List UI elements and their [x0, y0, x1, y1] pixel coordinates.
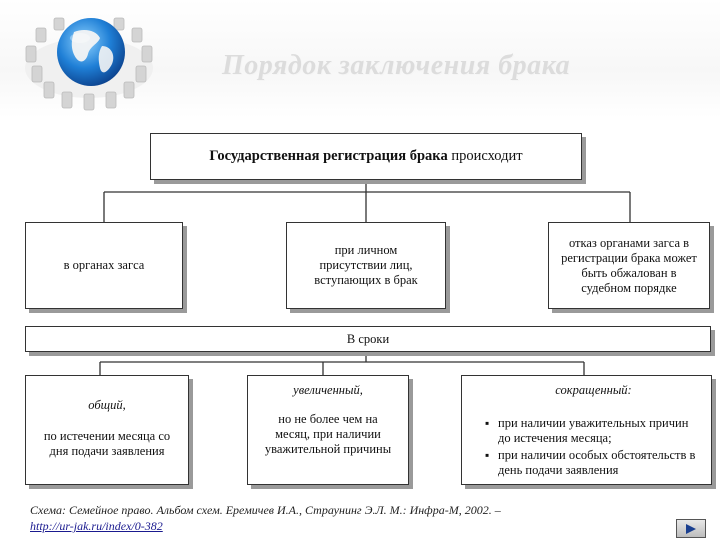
terms-box-text: В сроки — [346, 331, 390, 346]
reduced-term-list — [484, 416, 703, 480]
box-registry-office — [25, 222, 183, 309]
box-registry-office-text: в органах загса — [63, 258, 145, 272]
next-slide-button[interactable] — [676, 519, 706, 538]
general-term-head: общий, — [88, 398, 126, 412]
box-reduced-term — [461, 375, 712, 485]
source-link[interactable]: http://ur-jak.ru/index/0-382 — [30, 519, 163, 533]
reduced-term-item: ▪ при наличии особых обстоятельств в день подачи заявления — [498, 448, 703, 478]
source-caption-text: Схема: Семейное право. Альбом схем. Еремичев И.А., Страунинг Э.Л. М.: Инфра-М, 2002. – — [30, 503, 501, 517]
play-next-icon — [684, 523, 698, 535]
increased-term-head: увеличенный, — [293, 383, 363, 397]
registration-box — [150, 133, 582, 180]
reduced-term-item: ▪ при наличии уважительных причин до истечения месяца; — [498, 416, 703, 446]
box-refusal-appeal — [548, 222, 710, 309]
box-increased-term — [247, 375, 409, 485]
source-caption — [30, 502, 501, 534]
slide-title: Порядок заключения брака — [222, 50, 571, 81]
box-personal-presence-text: при личном присутствии лиц, вступающих в брак — [314, 243, 418, 287]
box-refusal-appeal-text: отказ органами загса в регистрации брака может быть обжалован в судебном порядке — [561, 235, 697, 295]
terms-box — [25, 326, 711, 352]
general-term-body: по истечении месяца со дня подачи заявления — [43, 429, 171, 458]
increased-term-body: но не более чем на месяц, при наличии уважительной причины — [264, 412, 392, 456]
globe-with-chairs-icon — [14, 6, 164, 114]
registration-box-bold: Государственная регистрация брака — [209, 148, 448, 164]
box-personal-presence — [286, 222, 446, 309]
box-general-term — [25, 375, 189, 485]
registration-box-rest: происходит — [447, 148, 523, 164]
reduced-term-head: сокращенный: — [555, 383, 632, 397]
